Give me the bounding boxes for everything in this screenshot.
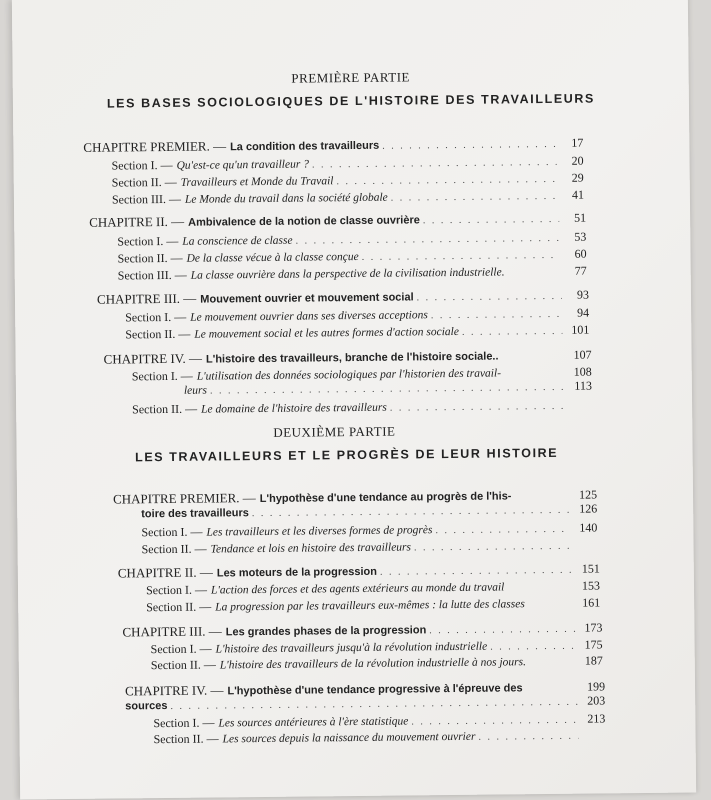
- part2-heading: LES TRAVAILLEURS ET LE PROGRÈS DE LEUR HISTOIRE: [134, 445, 559, 465]
- toc-section: Section II. — Le mouvement social et les autres formes d'action sociale . . . 101: [125, 321, 589, 342]
- toc-chapter: CHAPITRE III. — Les grandes phases de la progression . . . 173: [122, 618, 602, 639]
- toc-chapter: CHAPITRE II. — Ambivalence de la notion de classe ouvrière . . . 51: [89, 209, 586, 230]
- toc-section: Section I. — Le mouvement ouvrier dans ses diverses acceptions . . . 94: [125, 304, 589, 325]
- toc-section: Section II. — Le domaine de l'histoire des travailleurs . . .: [132, 396, 592, 417]
- part2-label: DEUXIÈME PARTIE: [273, 423, 396, 440]
- toc-section: Section I. — La conscience de classe . . . 53: [117, 228, 586, 249]
- toc-chapter: CHAPITRE PREMIER. — L'hypothèse d'une tendance au progrès de l'his- 125: [112, 487, 598, 507]
- toc-chapter: CHAPITRE IV. — L'histoire des travailleurs, branche de l'histoire sociale.. 107: [103, 347, 592, 367]
- toc-section: Section II. — Les sources depuis la naissance du mouvement ouvrier . . .: [153, 725, 605, 746]
- toc-section: Section I. — Qu'est-ce qu'un travailleur ? . . . 20: [111, 152, 583, 173]
- toc-chapter: CHAPITRE PREMIER. — La condition des travailleurs . . . 17: [83, 134, 583, 155]
- toc-chapter: CHAPITRE IV. — L'hypothèse d'une tendance progressive à l'épreuve des 199: [124, 679, 606, 699]
- toc-section: Section II. — L'histoire des travailleurs de la révolution industrielle à nos jours. 187: [150, 653, 603, 673]
- toc-section: Section I. — Les sources antérieures à l'ère statistique . . . 213: [153, 709, 605, 730]
- toc-section: Section III. — La classe ouvrière dans la perspective de la civilisation industrielle. 77: [117, 263, 587, 283]
- toc-section: Section I. — L'histoire des travailleurs jusqu'à la révolution industrielle . . . 175: [151, 635, 603, 656]
- part1-heading: LES BASES SOCIOLOGIQUES DE L'HISTOIRE DES TRAVAILLEURS: [106, 91, 595, 111]
- toc-section: Section I. — L'action des forces et des agents extérieurs au monde du travail 153: [145, 578, 601, 598]
- toc-chapter-continued: toire des travailleurs . . . 126: [141, 501, 597, 522]
- toc-section: Section II. — Travailleurs et Monde du Travail . . . 29: [112, 169, 584, 190]
- toc-section: Section III. — Le Monde du travail dans la société globale . . . 41: [112, 186, 584, 207]
- toc-chapter: CHAPITRE III. — Mouvement ouvrier et mouvement social . . . 93: [97, 286, 589, 307]
- toc-section: Section II. — Tendance et lois en histoire des travailleurs . . .: [141, 535, 597, 556]
- toc-section: Section II. — La progression par les travailleurs eux-mêmes : la lutte des classes 161: [146, 595, 601, 615]
- book-page: [12, 0, 696, 800]
- toc-section: Section I. — L'utilisation des données sociologiques par l'historien des travail- 108: [131, 364, 592, 384]
- toc-section-continued: leurs . . . 113: [184, 379, 592, 399]
- toc-chapter-continued: sources . . . 203: [125, 693, 605, 714]
- toc-section: Section I. — Les travailleurs et les diverses formes de progrès . . . 140: [141, 518, 597, 539]
- toc-section: Section II. — De la classe vécue à la classe conçue . . . 60: [117, 245, 586, 266]
- part1-label: PREMIÈRE PARTIE: [291, 69, 411, 86]
- toc-chapter: CHAPITRE II. — Les moteurs de la progression . . . 151: [118, 559, 600, 580]
